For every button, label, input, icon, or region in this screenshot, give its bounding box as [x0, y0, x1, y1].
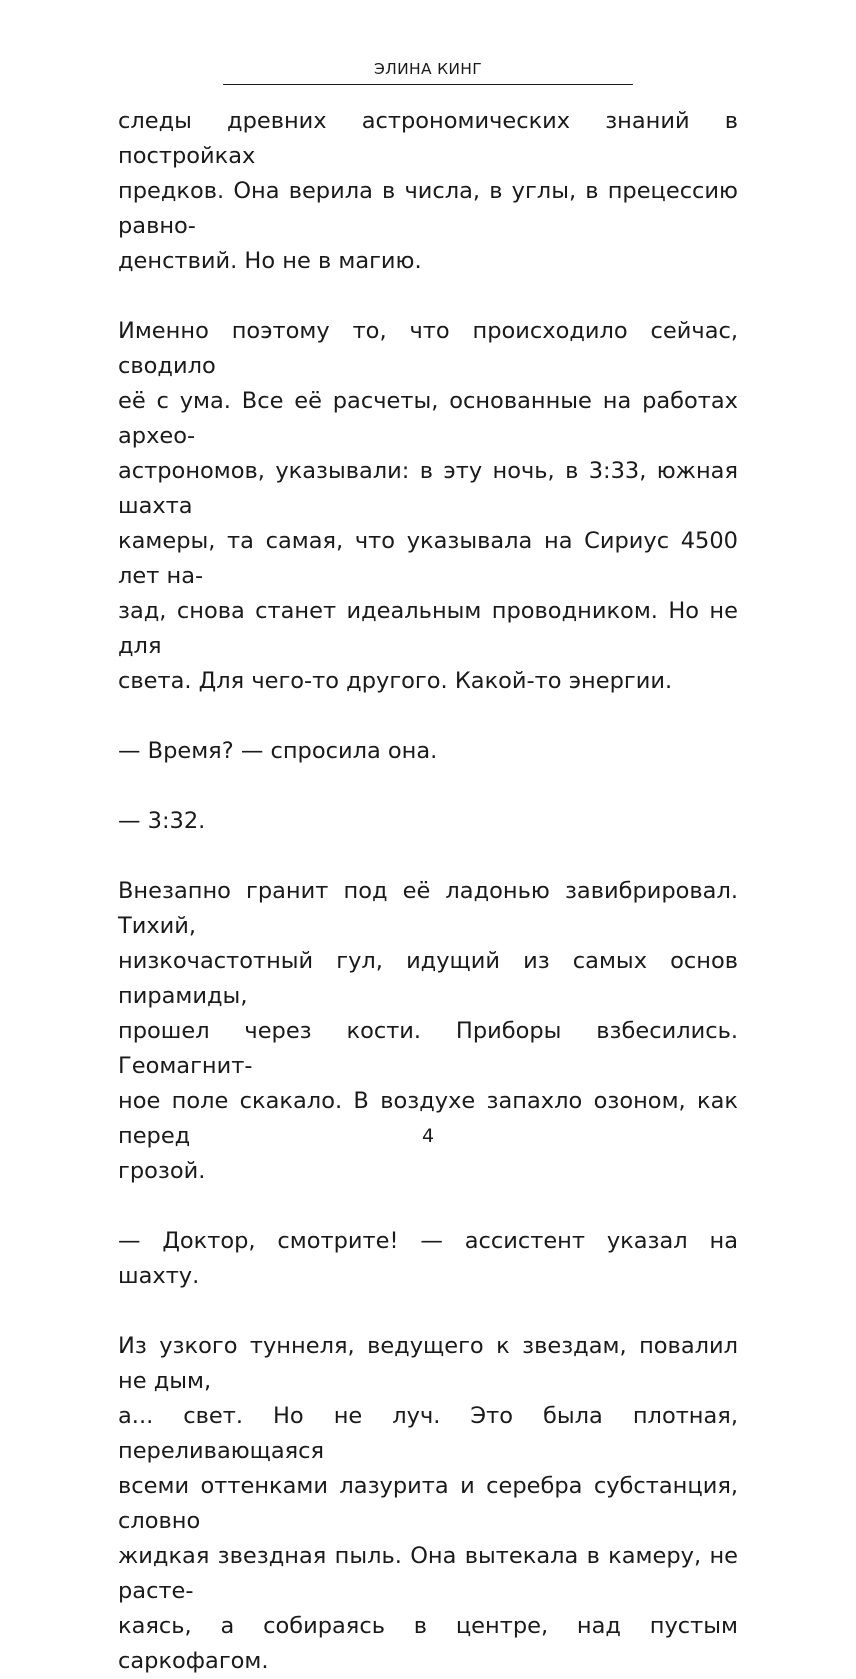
- text-line: прошел через кости. Приборы взбесились. Геомагнит-: [118, 1018, 738, 1079]
- text-line: Именно поэтому то, что происходило сейчас, сводило: [118, 318, 738, 379]
- text-line: низкочастотный гул, идущий из самых основ пирамиды,: [118, 948, 738, 1009]
- body-text: [118, 104, 738, 1679]
- text-line: — Доктор, смотрите! — ассистент указал на шахту.: [118, 1228, 738, 1289]
- text-line: грозой.: [118, 1158, 206, 1184]
- text-line: камеры, та самая, что указывала на Сириус 4500 лет на-: [118, 528, 738, 589]
- dialogue-line: [118, 1224, 738, 1294]
- running-head-author: ЭЛИНА КИНГ: [374, 60, 482, 78]
- paragraph: [118, 1329, 738, 1679]
- text-line: Внезапно гранит под её ладонью завибрировал. Тихий,: [118, 878, 738, 939]
- text-line: — Время? — спросила она.: [118, 738, 438, 764]
- text-line: света. Для чего-то другого. Какой-то энергии.: [118, 668, 673, 694]
- page-number: 4: [421, 1125, 435, 1147]
- text-line: ное поле скакало. В воздухе запахло озоном, как перед: [118, 1088, 738, 1149]
- text-line: каясь, а собираясь в центре, над пустым саркофагом.: [118, 1613, 738, 1674]
- text-line: — 3:32.: [118, 808, 206, 834]
- text-line: предков. Она верила в числа, в углы, в прецессию равно-: [118, 178, 738, 239]
- paragraph: [118, 314, 738, 699]
- text-line: а... свет. Но не луч. Это была плотная, переливающаяся: [118, 1403, 738, 1464]
- text-line: астрономов, указывали: в эту ночь, в 3:33, южная шахта: [118, 458, 738, 519]
- text-line: Из узкого туннеля, ведущего к звездам, повалил не дым,: [118, 1333, 738, 1394]
- paragraph-gap: [118, 1189, 738, 1224]
- text-line: её с ума. Все её расчеты, основанные на работах архео-: [118, 388, 738, 449]
- paragraph-gap: [118, 1294, 738, 1329]
- text-line: зад, снова станет идеальным проводником. Но не для: [118, 598, 738, 659]
- paragraph-gap: [118, 769, 738, 804]
- text-line: денствий. Но не в магию.: [118, 248, 422, 274]
- text-line: следы древних астрономических знаний в постройках: [118, 108, 738, 169]
- text-line: всеми оттенками лазурита и серебра субстанция, словно: [118, 1473, 738, 1534]
- header-rule: [223, 84, 633, 85]
- paragraph: [118, 104, 738, 279]
- dialogue-line: [118, 734, 738, 769]
- paragraph-gap: [118, 279, 738, 314]
- paragraph-gap: [118, 839, 738, 874]
- dialogue-line: [118, 804, 738, 839]
- text-line: жидкая звездная пыль. Она вытекала в камеру, не расте-: [118, 1543, 738, 1604]
- paragraph-gap: [118, 699, 738, 734]
